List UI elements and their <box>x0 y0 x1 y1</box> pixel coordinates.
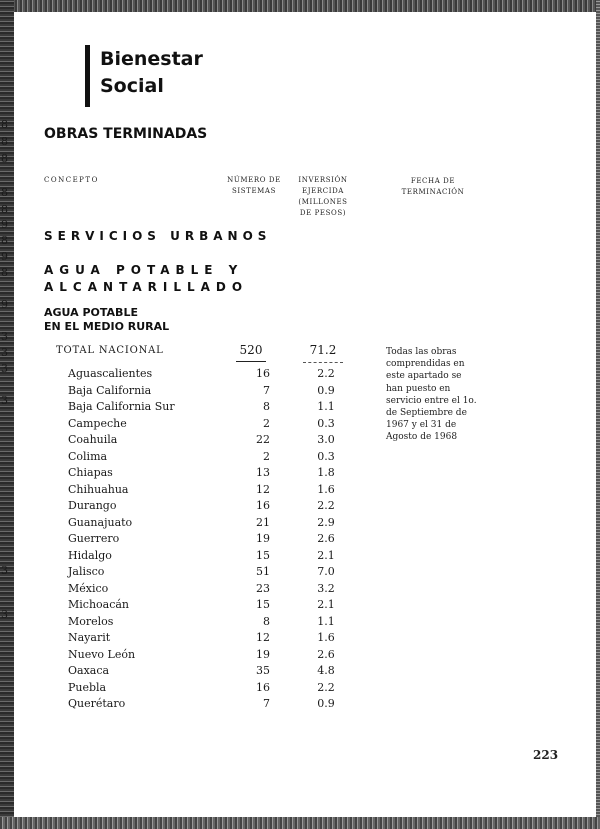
table-row <box>68 433 368 450</box>
table-row <box>68 400 368 417</box>
state-name: Guanajuato <box>68 515 133 529</box>
title-line: Bienestar <box>100 48 203 70</box>
table-row <box>68 631 368 648</box>
column-header-line: FECHA DE <box>410 177 456 185</box>
table-row <box>68 384 368 401</box>
table-row <box>68 450 368 467</box>
sistemas-value: 16 <box>256 367 270 380</box>
state-name: Puebla <box>68 680 107 694</box>
sistemas-value: 23 <box>256 581 270 595</box>
inversion-value: 1.6 <box>317 482 335 496</box>
subcategory-line: ALCANTARILLADO <box>44 280 249 294</box>
total-rule <box>236 361 266 362</box>
total-label: TOTAL NACIONAL <box>56 345 164 356</box>
table-row <box>68 532 368 549</box>
state-name: Michoacán <box>68 598 130 611</box>
sistemas-value: 21 <box>256 515 270 529</box>
inversion-value: 7.0 <box>317 565 335 578</box>
column-header-line: (MILLONES <box>298 198 348 206</box>
section-title: OBRAS TERMINADAS <box>44 126 208 142</box>
inversion-value: 1.6 <box>317 631 335 644</box>
state-name: Jalisco <box>68 565 105 578</box>
sistemas-value: 15 <box>256 598 270 611</box>
scan-edge-bottom <box>0 817 600 829</box>
title-line: Social <box>100 75 164 97</box>
table-row <box>68 549 368 566</box>
state-table <box>68 367 368 714</box>
column-header-inversion <box>293 175 353 219</box>
inversion-value: 2.1 <box>317 598 335 611</box>
table-row <box>68 615 368 632</box>
sistemas-value: 51 <box>256 565 270 578</box>
column-header-line: EJERCIDA <box>302 187 344 195</box>
state-name: Hidalgo <box>68 548 112 562</box>
sistemas-value: 16 <box>256 499 270 512</box>
margin-mark: 8 <box>1 186 8 199</box>
inversion-value: 0.3 <box>317 449 335 463</box>
table-row <box>68 483 368 500</box>
total-inversion: 71.2 <box>309 343 337 357</box>
scan-edge-top <box>0 0 600 12</box>
sistemas-value: 7 <box>263 697 270 710</box>
state-name: Nayarit <box>68 631 111 644</box>
program-line: AGUA POTABLE <box>44 306 138 319</box>
column-header-numero <box>224 175 284 197</box>
column-header-fecha <box>393 176 473 198</box>
margin-mark: 8 <box>1 203 8 216</box>
column-header-line: NÚMERO DE <box>227 176 281 184</box>
sistemas-value: 2 <box>263 449 270 463</box>
inversion-value: 0.9 <box>317 383 335 397</box>
total-rule-dashed <box>303 361 343 363</box>
inversion-value: 2.9 <box>317 515 335 529</box>
state-name: México <box>68 581 109 595</box>
sistemas-value: 19 <box>256 532 270 545</box>
margin-mark: 3 <box>1 362 8 375</box>
scan-edge-right <box>596 0 600 829</box>
page-title <box>100 46 203 100</box>
table-row <box>68 516 368 533</box>
inversion-value: 2.2 <box>317 680 335 694</box>
program-heading <box>44 306 244 334</box>
sistemas-value: 8 <box>263 614 270 628</box>
inversion-value: 0.3 <box>317 416 335 430</box>
inversion-value: 1.1 <box>317 614 335 628</box>
subcategory-line: AGUA POTABLE Y <box>44 263 244 277</box>
margin-mark: 3 <box>1 564 8 577</box>
completion-note: Todas las obras comprendidas en este apartado se han puesto en servicio entre el 1o. de Septiembre de 1967 y el 31 de Agosto de 1968 <box>386 347 477 443</box>
margin-mark: 8 <box>1 118 8 131</box>
table-row <box>68 598 368 615</box>
table-row <box>68 367 368 384</box>
sistemas-value: 22 <box>256 433 270 446</box>
margin-mark: 3 <box>1 330 8 343</box>
state-name: Aguascalientes <box>68 367 153 380</box>
table-row <box>68 697 368 714</box>
state-name: Oaxaca <box>68 664 110 677</box>
page-number: 223 <box>533 748 559 762</box>
table-row <box>68 417 368 434</box>
sistemas-value: 7 <box>263 383 270 397</box>
state-name: Baja California <box>68 383 152 397</box>
inversion-value: 3.0 <box>317 433 335 446</box>
column-header-line: DE PESOS) <box>299 209 347 217</box>
program-line: EN EL MEDIO RURAL <box>44 320 170 333</box>
inversion-value: 2.2 <box>317 367 335 380</box>
margin-mark: 9 <box>1 218 8 231</box>
margin-mark: 9 <box>1 298 8 311</box>
inversion-value: 2.6 <box>317 532 335 545</box>
sistemas-value: 16 <box>256 680 270 694</box>
state-name: Colima <box>68 449 108 463</box>
table-row <box>68 664 368 681</box>
inversion-value: 2.1 <box>317 548 335 562</box>
inversion-value: 1.8 <box>317 466 335 479</box>
state-name: Durango <box>68 499 117 512</box>
state-name: Chihuahua <box>68 482 129 496</box>
inversion-value: 4.8 <box>317 664 335 677</box>
sistemas-value: 35 <box>256 664 270 677</box>
inversion-value: 0.9 <box>317 697 335 710</box>
inversion-value: 1.1 <box>317 400 335 413</box>
state-name: Guerrero <box>68 532 120 545</box>
sistemas-value: 2 <box>263 416 270 430</box>
state-name: Coahuila <box>68 433 118 446</box>
sistemas-value: 15 <box>256 548 270 562</box>
margin-mark: 3 <box>1 346 8 359</box>
margin-mark: 8 <box>1 266 8 279</box>
inversion-value: 2.6 <box>317 647 335 661</box>
column-header-line: TERMINACIÓN <box>401 188 465 196</box>
table-row <box>68 499 368 516</box>
margin-mark: 9 <box>1 250 8 263</box>
state-name: Querétaro <box>68 697 126 710</box>
state-name: Chiapas <box>68 466 113 479</box>
table-row <box>68 466 368 483</box>
title-bar <box>85 45 90 107</box>
table-row <box>68 681 368 698</box>
sistemas-value: 12 <box>256 631 270 644</box>
sistemas-value: 19 <box>256 647 270 661</box>
column-header-line: INVERSIÓN <box>298 176 348 184</box>
margin-mark: 3 <box>1 608 8 621</box>
sistemas-value: 12 <box>256 482 270 496</box>
category-heading: SERVICIOS URBANOS <box>44 229 272 243</box>
column-header-line: SISTEMAS <box>232 187 276 195</box>
table-row <box>68 565 368 582</box>
margin-mark: 8 <box>1 152 8 165</box>
state-name: Nuevo León <box>68 647 136 661</box>
margin-mark: 8 <box>1 135 8 148</box>
total-sistemas: 520 <box>239 343 263 357</box>
sistemas-value: 13 <box>256 466 270 479</box>
sistemas-value: 8 <box>263 400 270 413</box>
state-name: Morelos <box>68 614 114 628</box>
table-row <box>68 582 368 599</box>
margin-mark: 3 <box>1 394 8 407</box>
state-name: Campeche <box>68 416 127 430</box>
inversion-value: 2.2 <box>317 499 335 512</box>
subcategory-heading <box>44 262 304 296</box>
margin-mark: 8 <box>1 234 8 247</box>
state-name: Baja California Sur <box>68 400 175 413</box>
column-header-concepto: CONCEPTO <box>44 176 99 184</box>
inversion-value: 3.2 <box>317 581 335 595</box>
table-row <box>68 648 368 665</box>
